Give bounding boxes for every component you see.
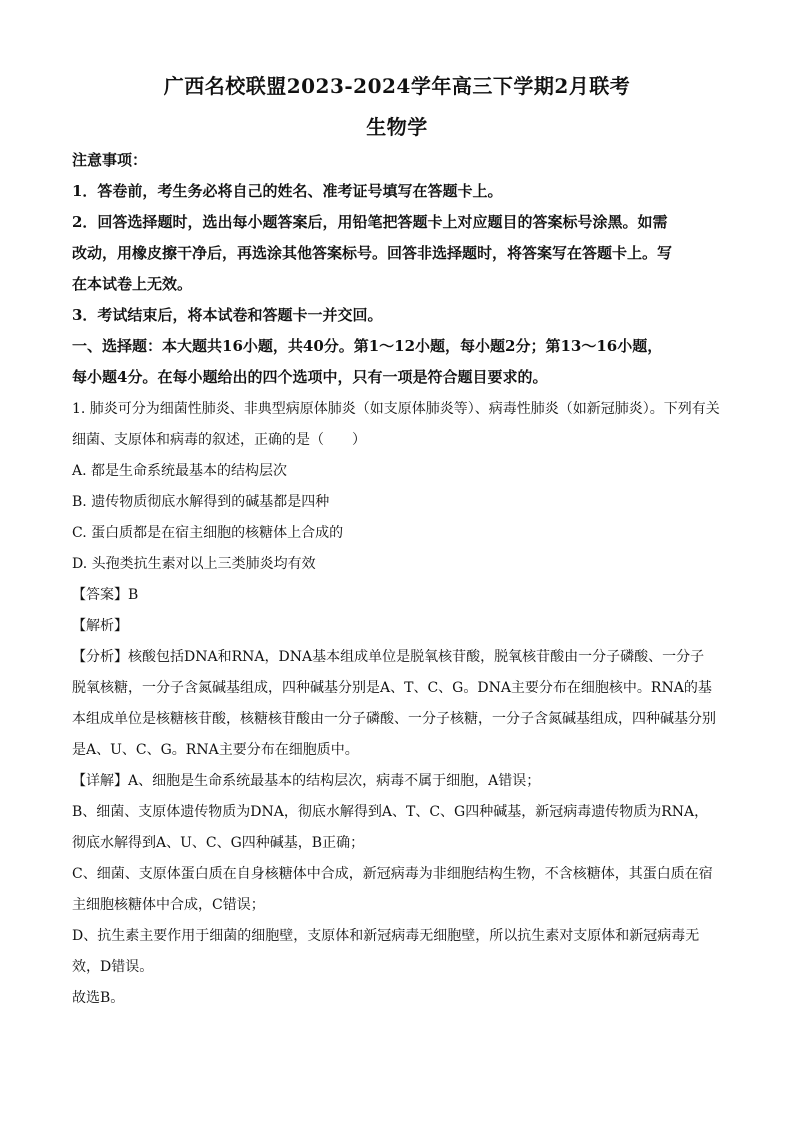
detail-line-7: 效，D错误。 xyxy=(72,959,154,975)
detail-line-1: 【详解】A、细胞是生命系统最基本的结构层次，病毒不属于细胞，A错误； xyxy=(72,773,541,789)
question-stem-line-1: 1. 肺炎可分为细菌性肺炎、非典型病原体肺炎（如支原体肺炎等）、病毒性肺炎（如新冠肺炎）。下列有关 xyxy=(72,401,720,417)
notice-heading: 注意事项： xyxy=(72,151,148,169)
exam-title: 广西名校联盟2023-2024学年高三下学期2月联考 xyxy=(163,74,631,98)
detail-line-6: D、抗生素主要作用于细菌的细胞壁，支原体和新冠病毒无细胞壁，所以抗生素对支原体和新冠病毒无 xyxy=(72,928,700,944)
notice-item-1: 1．答卷前，考生务必将自己的姓名、准考证号填写在答题卡上。 xyxy=(72,182,503,200)
notice-item-2-line-2: 改动，用橡皮擦干净后，再选涂其他答案标号。回答非选择题时，将答案写在答题卡上。写 xyxy=(72,244,673,262)
question-1 xyxy=(72,394,722,1014)
section-heading-line-2: 每小题4分。在每小题给出的四个选项中，只有一项是符合题目要求的。 xyxy=(72,368,548,386)
subject-title: 生物学 xyxy=(366,115,428,139)
analysis-line-3: 本组成单位是核糖核苷酸，核糖核苷酸由一分子磷酸、一分子核糖，一分子含氮碱基组成，四种碱基分别 xyxy=(72,711,716,727)
option-b: B. 遗传物质彻底水解得到的碱基都是四种 xyxy=(72,494,330,510)
detail-line-3: 彻底水解得到A、U、C、G四种碱基，B正确； xyxy=(72,835,365,851)
option-c: C. 蛋白质都是在宿主细胞的核糖体上合成的 xyxy=(72,525,344,541)
analysis-line-2: 脱氧核糖，一分子含氮碱基组成，四种碱基分别是A、T、C、G。DNA主要分布在细胞核中。RNA的基 xyxy=(72,680,712,696)
option-d: D. 头孢类抗生素对以上三类肺炎均有效 xyxy=(72,556,316,572)
detail-line-4: C、细菌、支原体蛋白质在自身核糖体中合成，新冠病毒为非细胞结构生物，不含核糖体，其蛋白质在宿 xyxy=(72,866,713,882)
notice-item-2-line-1: 2．回答选择题时，选出每小题答案后，用铅笔把答题卡上对应题目的答案标号涂黑。如需 xyxy=(72,213,668,231)
answer-label: 【答案】B xyxy=(72,587,139,603)
notice-section xyxy=(72,145,722,393)
section-heading-line-1: 一、选择题：本大题共16小题，共40分。第1～12小题，每小题2分；第13～16小题， xyxy=(72,337,663,355)
analysis-line-1: 【分析】核酸包括DNA和RNA，DNA基本组成单位是脱氧核苷酸，脱氧核苷酸由一分子磷酸、一分子 xyxy=(72,649,705,665)
analysis-label: 【解析】 xyxy=(72,618,128,634)
analysis-line-4: 是A、U、C、G。RNA主要分布在细胞质中。 xyxy=(72,742,359,758)
notice-item-3: 3．考试结束后，将本试卷和答题卡一并交回。 xyxy=(72,306,383,324)
detail-line-2: B、细菌、支原体遗传物质为DNA，彻底水解得到A、T、C、G四种碱基，新冠病毒遗传物质为RNA， xyxy=(72,804,709,820)
conclusion: 故选B。 xyxy=(72,990,125,1006)
detail-line-5: 主细胞核糖体中合成，C错误； xyxy=(72,897,265,913)
question-stem-line-2: 细菌、支原体和病毒的叙述，正确的是（ ） xyxy=(72,432,366,448)
option-a: A. 都是生命系统最基本的结构层次 xyxy=(72,463,288,479)
notice-item-2-line-3: 在本试卷上无效。 xyxy=(72,275,193,293)
